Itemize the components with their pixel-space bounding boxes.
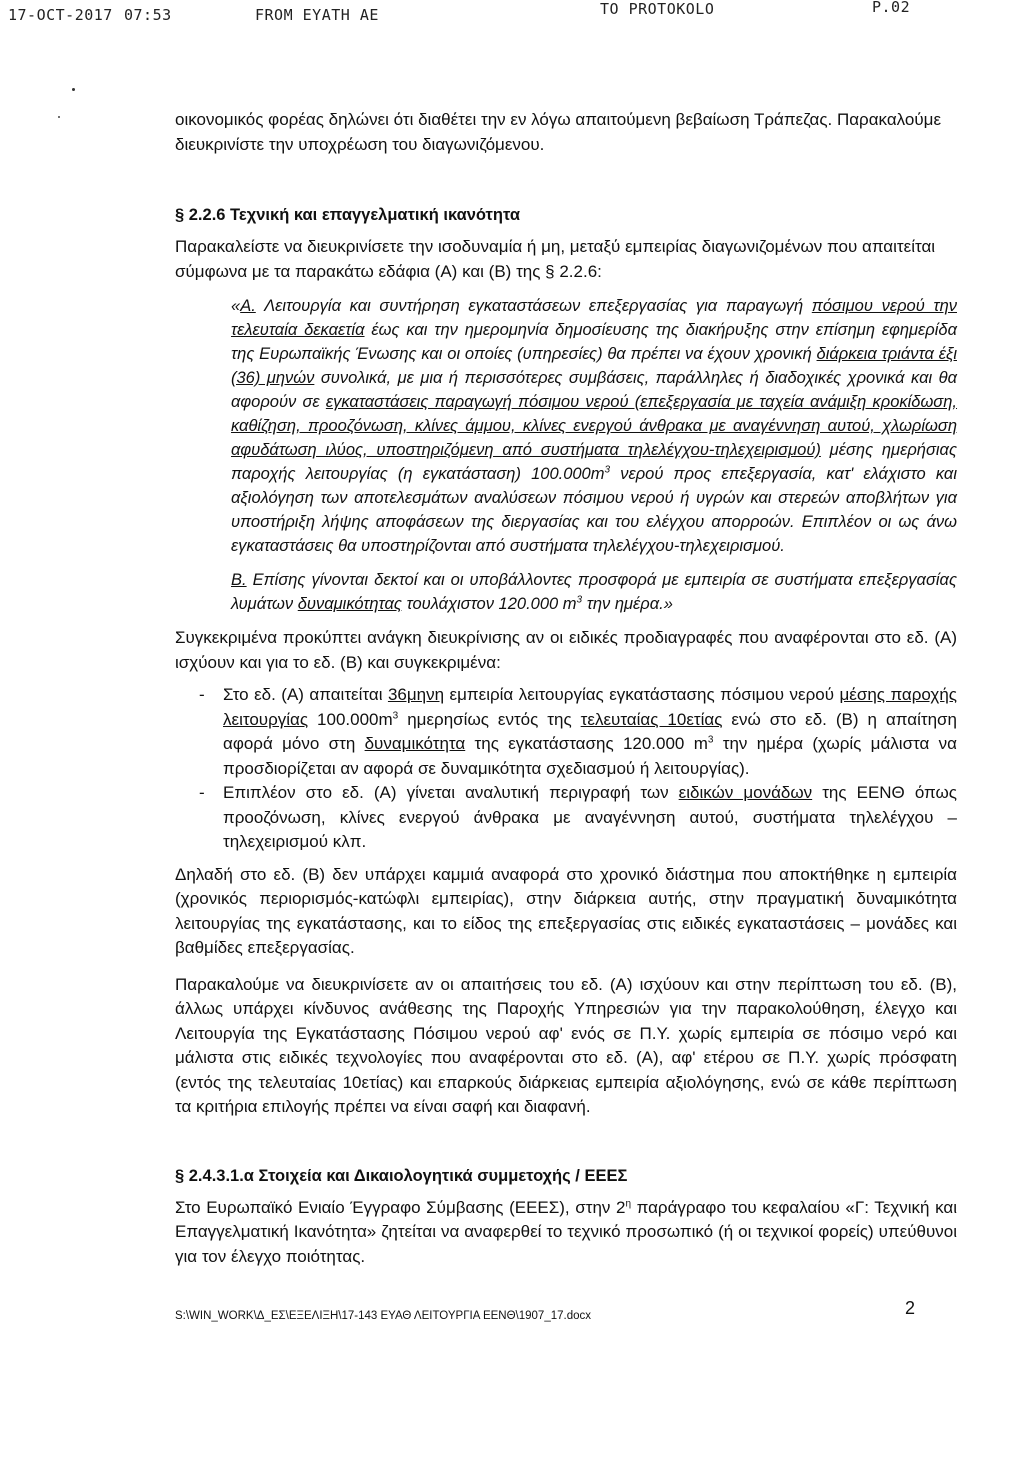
fax-to: TO PROTOKOLO	[600, 0, 715, 18]
footer-file-path: S:\WIN_WORK\Δ_ΕΣ\ΕΞΕΛΙΞΗ\17-143 ΕΥΑΘ ΛΕΙΤΟΥΡΓΙΑ ΕΕΝΘ\1907_17.docx	[175, 1310, 592, 1322]
list-item: - Επιπλέον στο εδ. (Α) γίνεται αναλυτική περιγραφή των ειδικών μονάδων της ΕΕΝΘ όπως προοζόνωση, κλίνες ενεργού άνθρακα με αναγέννηση αυτού, συστήματα τηλελέγχου – τηλεχειρισμού κλπ.	[175, 781, 957, 855]
eees-paragraph: Στο Ευρωπαϊκό Ενιαίο Έγγραφο Σύμβασης (ΕΕΕΣ), στην $2^\eta$ παράγραφο του κεφαλαίου «Γ: Τεχνική και Επαγγελματική Ικανότητα» ζητείται να αναφερθεί το τεχνικό προσωπικό (ή οι τεχνικοί φορείς) υπεύθυνοι για τον έλεγχο ποιότητας.	[175, 1197, 957, 1266]
fax-page: P.02	[872, 0, 911, 16]
section-heading-2-4-3-1: § 2.4.3.1.α Στοιχεία και Δικαιολογητικά συμμετοχής / ΕΕΕΣ	[175, 1166, 628, 1185]
page-number: 2	[905, 1298, 916, 1318]
scan-speck	[72, 88, 75, 91]
quote-paragraph-b: Β. Επίσης γίνονται δεκτοί και οι υποβάλλοντες προσφορά με εμπειρία σε συστήματα επεξεργασίας λυμάτων δυναμικότητας τουλάχιστον 120.000 $m^3$ την ημέρα.»	[231, 571, 957, 613]
document-body	[175, 108, 957, 1269]
section-paragraph: Παρακαλείστε να διευκρινίσετε την ισοδυναμία ή μη, μεταξύ εμπειρίας διαγωνιζομένων που απαιτείται σύμφωνα με τα παρακάτω εδάφια (Α) και (Β) της § 2.2.6:	[175, 237, 936, 281]
paragraph-clarification-request: Παρακαλούμε να διευκρινίσετε αν οι απαιτήσεις του εδ. (Α) ισχύουν και στην περίπτωση του εδ. (Β), άλλως υπάρχει κίνδυνος ανάθεσης της Παροχής Υπηρεσιών για την παρακολούθηση, έλεγχο και Λειτουργία της Εγκατάστασης Πόσιμου νερού αφ' ενός σε Π.Υ. χωρίς εμπειρία σε πόσιμο νερό και μάλιστα στις ειδικές τεχνολογίες που αναφέρονται στο εδ. (Α), αφ' ετέρου σε Π.Υ. χωρίς πρόσφατη (εντός της τελευταίας 10ετίας) και επαρκούς διάρκειας εμπειρία αξιολόγησης, ενώ σε κάθε περίπτωση τα κριτήρια επιλογής πρέπει να είναι σαφή και διαφανή.	[175, 974, 957, 1116]
section-heading-2-2-6: § 2.2.6 Τεχνική και επαγγελματική ικανότητα	[175, 206, 521, 224]
paragraph-b-analysis: Δηλαδή στο εδ. (Β) δεν υπάρχει καμμιά αναφορά στο χρονικό διάστημα που αποκτήθηκε η εμπειρία (χρονικός περιορισμός-κατώφλι εμπειρίας), στην διάρκεια αυτής, στην πραγματική δυναμικότητα λειτουργίας της εγκατάστασης, και το είδος της επεξεργασίας στις ειδικές εγκαταστάσεις – μονάδες και βαθμίδες επεξεργασίας.	[175, 864, 957, 957]
specific-paragraph: Συγκεκριμένα προκύπτει ανάγκη διευκρίνισης αν οι ειδικές προδιαγραφές που αναφέρονται στο εδ. (Α) ισχύουν και για το εδ. (Β) και συγκεκριμένα:	[175, 628, 957, 672]
scan-speck	[58, 116, 60, 118]
fax-from: FROM EYATH AE	[255, 6, 379, 24]
requirements-list	[175, 683, 957, 855]
fax-header	[0, 2, 1024, 28]
fax-time: 07:53	[124, 6, 172, 24]
fax-date: 17-OCT-2017	[8, 6, 113, 24]
intro-paragraph: οικονομικός φορέας δηλώνει ότι διαθέτει την εν λόγω απαιτούμενη βεβαίωση Τράπεζας. Παρακαλούμε διευκρινίστε την υποχρέωση του διαγωνιζόμενου.	[175, 110, 942, 154]
quote-paragraph-a: «Α. Λειτουργία και συντήρηση εγκαταστάσεων επεξεργασίας για παραγωγή πόσιμου νερού την τελευταία δεκαετία έως και την ημερομηνία δημοσίευσης της διακήρυξης στην επίσημη εφημερίδα της Ευρωπαϊκής Ένωσης και οι οποίες (υπηρεσίες) θα πρέπει να έχουν χρονική διάρκεια τριάντα έξι (36) μηνών συνολικά, με μια ή περισσότερες συμβάσεις, παράλληλες ή διαδοχικές χρονικά και θα αφορούν σε εγκαταστάσεις παραγωγή πόσιμου νερού (επεξεργασία με ταχεία ανάμιξη κροκίδωση, καθίζηση, προοζόνωση, κλίνες άμμου, κλίνες ενεργού άνθρακα με αναγέννηση αυτού, χλωρίωση αφυδάτωση ιλύος, υποστηριζόμενη από συστήματα τηλελέγχου-τηλεχειρισμού) μέσης ημερήσιας παροχής λειτουργίας (η εγκατάσταση) $100.000m^3$ νερού προς επεξεργασία, κατ' ελάχιστο και αξιολόγηση των αποτελεσμάτων αναλύσεων πόσιμου νερού ή υγρών και στερεών αποβλήτων για υποστήριξη λήψης αποφάσεων της διεργασίας και του ελέγχου απορροών. Επιπλέον οι ως άνω εγκαταστάσεις θα υποστηρίζονται από συστήματα τηλελέγχου-τηλεχειρισμού.	[231, 297, 958, 555]
list-item: - Στο εδ. (Α) απαιτείται 36μηνη εμπειρία λειτουργίας εγκατάστασης πόσιμου νερού μέσης παροχής λειτουργίας $100.000m^3$ ημερησίως εντός της τελευταίας 10ετίας ενώ στο εδ. (Β) η απαίτηση αφορά μόνο στη δυναμικότητα της εγκατάστασης 120.000 $m^3$ την ημέρα (χωρίς μάλιστα να προσδιορίζεται αν αφορά σε δυναμικότητα σχεδιασμού ή λειτουργίας).	[175, 683, 957, 781]
